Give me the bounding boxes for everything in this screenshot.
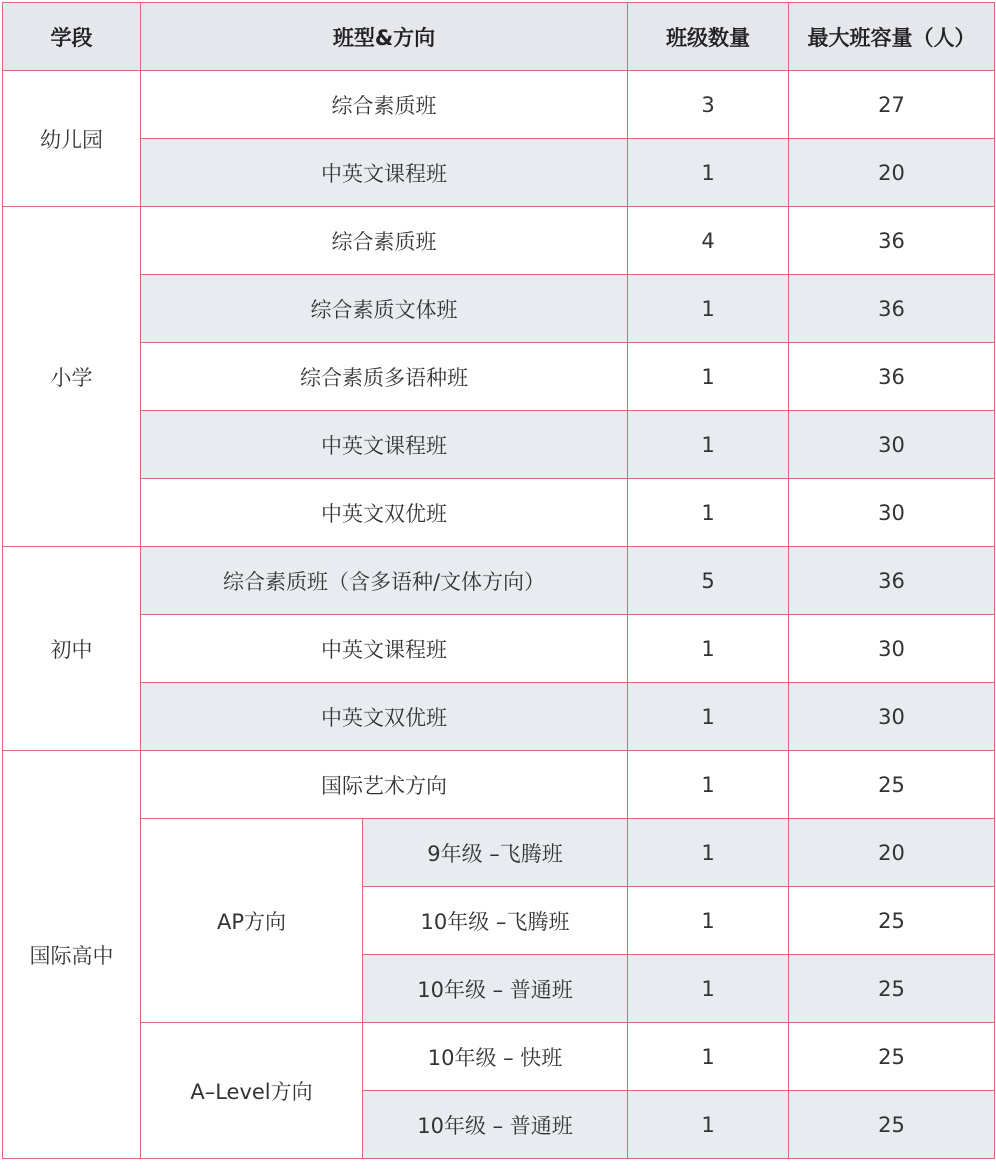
class-type-cell: 综合素质班 <box>141 71 628 139</box>
capacity-cell: 30 <box>789 479 995 547</box>
class-type-cell: 9年级 –飞腾班 <box>363 819 628 887</box>
capacity-cell: 36 <box>789 343 995 411</box>
table-row <box>3 71 995 139</box>
count-cell: 1 <box>628 139 789 207</box>
capacity-cell: 30 <box>789 615 995 683</box>
table-row <box>3 547 995 615</box>
header-row <box>3 3 995 71</box>
capacity-cell: 36 <box>789 207 995 275</box>
table-row <box>3 1023 995 1091</box>
class-type-cell: 中英文课程班 <box>141 411 628 479</box>
count-cell: 1 <box>628 887 789 955</box>
class-type-cell: 中英文课程班 <box>141 139 628 207</box>
header-stage: 学段 <box>3 3 141 71</box>
direction-cell-alevel: A–Level方向 <box>141 1023 363 1159</box>
capacity-cell: 27 <box>789 71 995 139</box>
table-row <box>3 479 995 547</box>
stage-cell-junior: 初中 <box>3 547 141 751</box>
class-type-cell: 中英文课程班 <box>141 615 628 683</box>
count-cell: 1 <box>628 819 789 887</box>
capacity-cell: 25 <box>789 751 995 819</box>
count-cell: 4 <box>628 207 789 275</box>
class-type-cell: 综合素质文体班 <box>141 275 628 343</box>
header-count: 班级数量 <box>628 3 789 71</box>
table-row <box>3 615 995 683</box>
stage-cell-intl: 国际高中 <box>3 751 141 1159</box>
table-row <box>3 819 995 887</box>
table-row <box>3 343 995 411</box>
count-cell: 1 <box>628 751 789 819</box>
table-row <box>3 207 995 275</box>
count-cell: 1 <box>628 343 789 411</box>
capacity-cell: 30 <box>789 411 995 479</box>
table-row <box>3 411 995 479</box>
table-row <box>3 139 995 207</box>
header-capacity: 最大班容量（人） <box>789 3 995 71</box>
class-type-cell: 10年级 – 快班 <box>363 1023 628 1091</box>
capacity-cell: 25 <box>789 1023 995 1091</box>
class-type-cell: 综合素质班（含多语种/文体方向） <box>141 547 628 615</box>
table-row <box>3 683 995 751</box>
count-cell: 1 <box>628 411 789 479</box>
capacity-cell: 20 <box>789 819 995 887</box>
count-cell: 1 <box>628 479 789 547</box>
class-type-cell: 中英文双优班 <box>141 479 628 547</box>
table-row <box>3 275 995 343</box>
class-type-cell: 10年级 –飞腾班 <box>363 887 628 955</box>
capacity-cell: 20 <box>789 139 995 207</box>
stage-cell-kindergarten: 幼儿园 <box>3 71 141 207</box>
class-type-cell: 综合素质多语种班 <box>141 343 628 411</box>
class-table <box>2 2 995 1159</box>
count-cell: 1 <box>628 683 789 751</box>
capacity-cell: 25 <box>789 1091 995 1159</box>
header-class-type: 班型&方向 <box>141 3 628 71</box>
capacity-cell: 36 <box>789 547 995 615</box>
count-cell: 1 <box>628 955 789 1023</box>
capacity-cell: 36 <box>789 275 995 343</box>
class-type-cell: 中英文双优班 <box>141 683 628 751</box>
capacity-cell: 25 <box>789 955 995 1023</box>
count-cell: 1 <box>628 1023 789 1091</box>
count-cell: 1 <box>628 275 789 343</box>
class-type-cell: 10年级 – 普通班 <box>363 1091 628 1159</box>
count-cell: 5 <box>628 547 789 615</box>
class-type-cell: 综合素质班 <box>141 207 628 275</box>
class-type-cell: 国际艺术方向 <box>141 751 628 819</box>
count-cell: 3 <box>628 71 789 139</box>
class-type-cell: 10年级 – 普通班 <box>363 955 628 1023</box>
stage-cell-primary: 小学 <box>3 207 141 547</box>
count-cell: 1 <box>628 615 789 683</box>
capacity-cell: 30 <box>789 683 995 751</box>
direction-cell-ap: AP方向 <box>141 819 363 1023</box>
capacity-cell: 25 <box>789 887 995 955</box>
count-cell: 1 <box>628 1091 789 1159</box>
table-row <box>3 751 995 819</box>
